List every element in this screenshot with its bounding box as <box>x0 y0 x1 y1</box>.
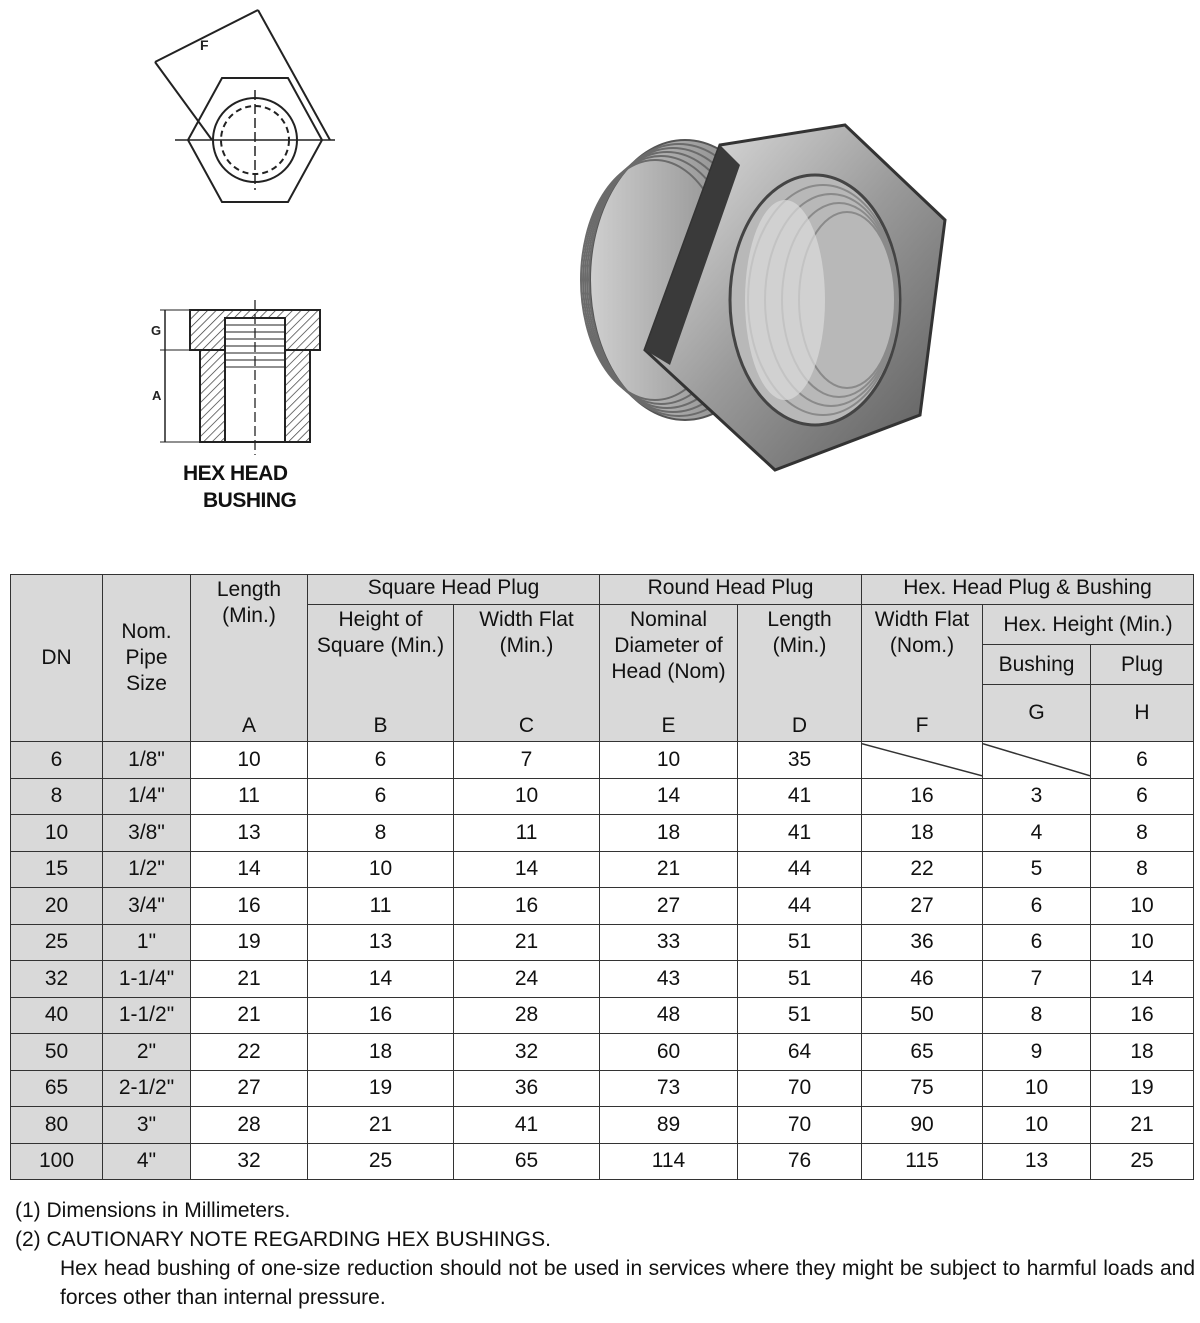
table-cell: 100 <box>11 1143 103 1180</box>
table-cell: 41 <box>738 815 862 852</box>
table-cell: 7 <box>454 742 600 779</box>
header-round-length-min-label: Length (Min.) <box>767 608 832 657</box>
table-cell: 50 <box>862 997 983 1034</box>
table-cell: 19 <box>308 1070 454 1107</box>
table-cell: 6 <box>983 924 1091 961</box>
table-cell: 6 <box>983 888 1091 925</box>
table-cell: 27 <box>600 888 738 925</box>
table-cell: 13 <box>308 924 454 961</box>
header-square-head-plug: Square Head Plug <box>308 575 600 605</box>
table-cell: 2" <box>103 1034 191 1071</box>
header-nominal-diameter <box>600 605 738 742</box>
table-cell: 32 <box>11 961 103 998</box>
header-hex-height-min: Hex. Height (Min.) <box>983 605 1194 645</box>
table-cell: 51 <box>738 924 862 961</box>
table-cell: 48 <box>600 997 738 1034</box>
table-cell: 1/2" <box>103 851 191 888</box>
table-row <box>11 1070 1194 1107</box>
table-cell: 21 <box>600 851 738 888</box>
table-cell-not-applicable <box>862 742 983 779</box>
table-cell: 3/8" <box>103 815 191 852</box>
table-cell: 43 <box>600 961 738 998</box>
table-cell: 20 <box>11 888 103 925</box>
table-cell: 15 <box>11 851 103 888</box>
dimension-label-a: A <box>152 388 162 403</box>
header-letter-g: G <box>983 685 1091 742</box>
table-cell: 8 <box>1091 851 1194 888</box>
drawing-caption-line1: HEX HEAD <box>183 462 288 485</box>
table-cell: 70 <box>738 1107 862 1144</box>
table-cell: 41 <box>738 778 862 815</box>
table-cell: 5 <box>983 851 1091 888</box>
table-cell: 18 <box>308 1034 454 1071</box>
header-round-length-min <box>738 605 862 742</box>
header-hex-head-plug-bushing: Hex. Head Plug & Bushing <box>862 575 1194 605</box>
table-cell: 8 <box>1091 815 1194 852</box>
header-nom-pipe-size: Nom. Pipe Size <box>103 575 191 742</box>
table-cell: 16 <box>454 888 600 925</box>
header-letter-b: B <box>373 714 388 737</box>
table-row <box>11 815 1194 852</box>
table-cell: 36 <box>454 1070 600 1107</box>
table-cell: 35 <box>738 742 862 779</box>
table-cell: 3/4" <box>103 888 191 925</box>
table-cell: 10 <box>191 742 308 779</box>
table-cell: 8 <box>11 778 103 815</box>
table-cell: 16 <box>1091 997 1194 1034</box>
table-cell: 73 <box>600 1070 738 1107</box>
table-cell: 6 <box>308 742 454 779</box>
table-cell: 1" <box>103 924 191 961</box>
table-cell: 80 <box>11 1107 103 1144</box>
table-cell: 44 <box>738 851 862 888</box>
table-cell: 6 <box>11 742 103 779</box>
header-width-flat-nom <box>862 605 983 742</box>
dimension-label-g: G <box>151 323 162 338</box>
table-cell: 10 <box>454 778 600 815</box>
drawing-caption <box>183 460 296 514</box>
table-cell: 10 <box>1091 924 1194 961</box>
header-letter-f: F <box>915 714 929 737</box>
table-cell: 13 <box>191 815 308 852</box>
table-cell: 89 <box>600 1107 738 1144</box>
table-cell: 51 <box>738 997 862 1034</box>
header-height-of-square <box>308 605 454 742</box>
table-cell: 90 <box>862 1107 983 1144</box>
table-cell: 27 <box>862 888 983 925</box>
table-cell: 14 <box>600 778 738 815</box>
dimension-table <box>10 574 1194 1180</box>
table-cell: 25 <box>11 924 103 961</box>
table-cell: 3 <box>983 778 1091 815</box>
header-nominal-diameter-label: Nominal Diameter of Head (Nom) <box>611 608 726 683</box>
table-cell: 11 <box>454 815 600 852</box>
table-cell: 2-1/2" <box>103 1070 191 1107</box>
table-cell: 4 <box>983 815 1091 852</box>
table-cell: 11 <box>308 888 454 925</box>
notes <box>15 1196 1195 1312</box>
table-cell: 18 <box>1091 1034 1194 1071</box>
table-row <box>11 742 1194 779</box>
table-cell: 10 <box>11 815 103 852</box>
hex-bushing-section-drawing <box>140 290 340 465</box>
table-cell: 13 <box>983 1143 1091 1180</box>
table-cell: 28 <box>454 997 600 1034</box>
table-cell: 1-1/2" <box>103 997 191 1034</box>
table-cell: 65 <box>454 1143 600 1180</box>
note-cautionary-title: (2) CAUTIONARY NOTE REGARDING HEX BUSHINGS. <box>15 1228 551 1251</box>
note-dimensions: (1) Dimensions in Millimeters. <box>15 1199 291 1222</box>
table-cell: 115 <box>862 1143 983 1180</box>
table-cell: 18 <box>600 815 738 852</box>
table-cell: 14 <box>191 851 308 888</box>
table-cell: 65 <box>862 1034 983 1071</box>
table-cell: 32 <box>454 1034 600 1071</box>
dimension-label-f: F <box>200 37 209 53</box>
table-cell: 114 <box>600 1143 738 1180</box>
table-row <box>11 851 1194 888</box>
hex-bushing-top-view-drawing <box>140 0 360 220</box>
header-letter-c: C <box>518 714 535 737</box>
table-cell: 10 <box>600 742 738 779</box>
table-cell: 19 <box>191 924 308 961</box>
table-cell: 16 <box>308 997 454 1034</box>
header-height-of-square-label: Height of Square (Min.) <box>316 608 445 657</box>
table-cell: 18 <box>862 815 983 852</box>
table-cell: 70 <box>738 1070 862 1107</box>
table-cell: 24 <box>454 961 600 998</box>
header-round-head-plug: Round Head Plug <box>600 575 862 605</box>
table-cell: 46 <box>862 961 983 998</box>
table-cell: 25 <box>1091 1143 1194 1180</box>
table-cell: 28 <box>191 1107 308 1144</box>
header-letter-a: A <box>241 714 256 737</box>
header-dn: DN <box>11 575 103 742</box>
header-bushing: Bushing <box>983 645 1091 685</box>
table-cell: 36 <box>862 924 983 961</box>
table-cell: 27 <box>191 1070 308 1107</box>
table-cell: 10 <box>1091 888 1194 925</box>
table-row <box>11 924 1194 961</box>
table-cell: 33 <box>600 924 738 961</box>
table-cell: 10 <box>983 1107 1091 1144</box>
header-letter-d: D <box>791 714 808 737</box>
table-cell: 1-1/4" <box>103 961 191 998</box>
table-cell: 1/4" <box>103 778 191 815</box>
table-cell: 6 <box>1091 778 1194 815</box>
table-cell: 11 <box>191 778 308 815</box>
table-cell: 51 <box>738 961 862 998</box>
table-row <box>11 778 1194 815</box>
table-cell: 21 <box>191 997 308 1034</box>
table-cell: 19 <box>1091 1070 1194 1107</box>
hex-bushing-photo <box>575 115 955 485</box>
note-cautionary-detail: Hex head bushing of one-size reduction should not be used in services where they might be subject to harmful loads and forces other than internal pressure. <box>60 1257 1195 1309</box>
table-row <box>11 961 1194 998</box>
table-cell: 3" <box>103 1107 191 1144</box>
table-cell: 75 <box>862 1070 983 1107</box>
table-cell: 16 <box>862 778 983 815</box>
table-cell: 9 <box>983 1034 1091 1071</box>
table-cell: 22 <box>191 1034 308 1071</box>
header-width-flat-min <box>454 605 600 742</box>
table-row <box>11 1034 1194 1071</box>
header-length-min-label: Length (Min.) <box>216 578 282 627</box>
table-cell: 21 <box>1091 1107 1194 1144</box>
table-cell: 41 <box>454 1107 600 1144</box>
table-cell: 16 <box>191 888 308 925</box>
table-cell: 8 <box>983 997 1091 1034</box>
table-cell: 4" <box>103 1143 191 1180</box>
table-cell: 44 <box>738 888 862 925</box>
table-row <box>11 1143 1194 1180</box>
table-cell: 14 <box>454 851 600 888</box>
table-cell: 14 <box>308 961 454 998</box>
table-cell: 1/8" <box>103 742 191 779</box>
table-cell: 10 <box>308 851 454 888</box>
header-width-flat-min-label: Width Flat (Min.) <box>479 608 574 657</box>
table-cell-not-applicable <box>983 742 1091 779</box>
header-width-flat-nom-label: Width Flat (Nom.) <box>874 608 970 657</box>
table-cell: 22 <box>862 851 983 888</box>
table-row <box>11 888 1194 925</box>
header-length-min <box>191 575 308 742</box>
table-body <box>11 742 1194 1180</box>
table-cell: 10 <box>983 1070 1091 1107</box>
table-cell: 6 <box>1091 742 1194 779</box>
table-cell: 64 <box>738 1034 862 1071</box>
table-cell: 50 <box>11 1034 103 1071</box>
table-cell: 76 <box>738 1143 862 1180</box>
header-plug: Plug <box>1091 645 1194 685</box>
table-cell: 25 <box>308 1143 454 1180</box>
table-cell: 65 <box>11 1070 103 1107</box>
table-cell: 21 <box>454 924 600 961</box>
header-letter-h: H <box>1091 685 1194 742</box>
table-row <box>11 1107 1194 1144</box>
table-cell: 6 <box>308 778 454 815</box>
table-cell: 7 <box>983 961 1091 998</box>
table-cell: 40 <box>11 997 103 1034</box>
table-cell: 14 <box>1091 961 1194 998</box>
table-row <box>11 997 1194 1034</box>
table-cell: 60 <box>600 1034 738 1071</box>
table-cell: 32 <box>191 1143 308 1180</box>
table-cell: 8 <box>308 815 454 852</box>
table-cell: 21 <box>191 961 308 998</box>
header-letter-e: E <box>661 714 676 737</box>
table-cell: 21 <box>308 1107 454 1144</box>
drawing-caption-line2: BUSHING <box>203 489 297 512</box>
